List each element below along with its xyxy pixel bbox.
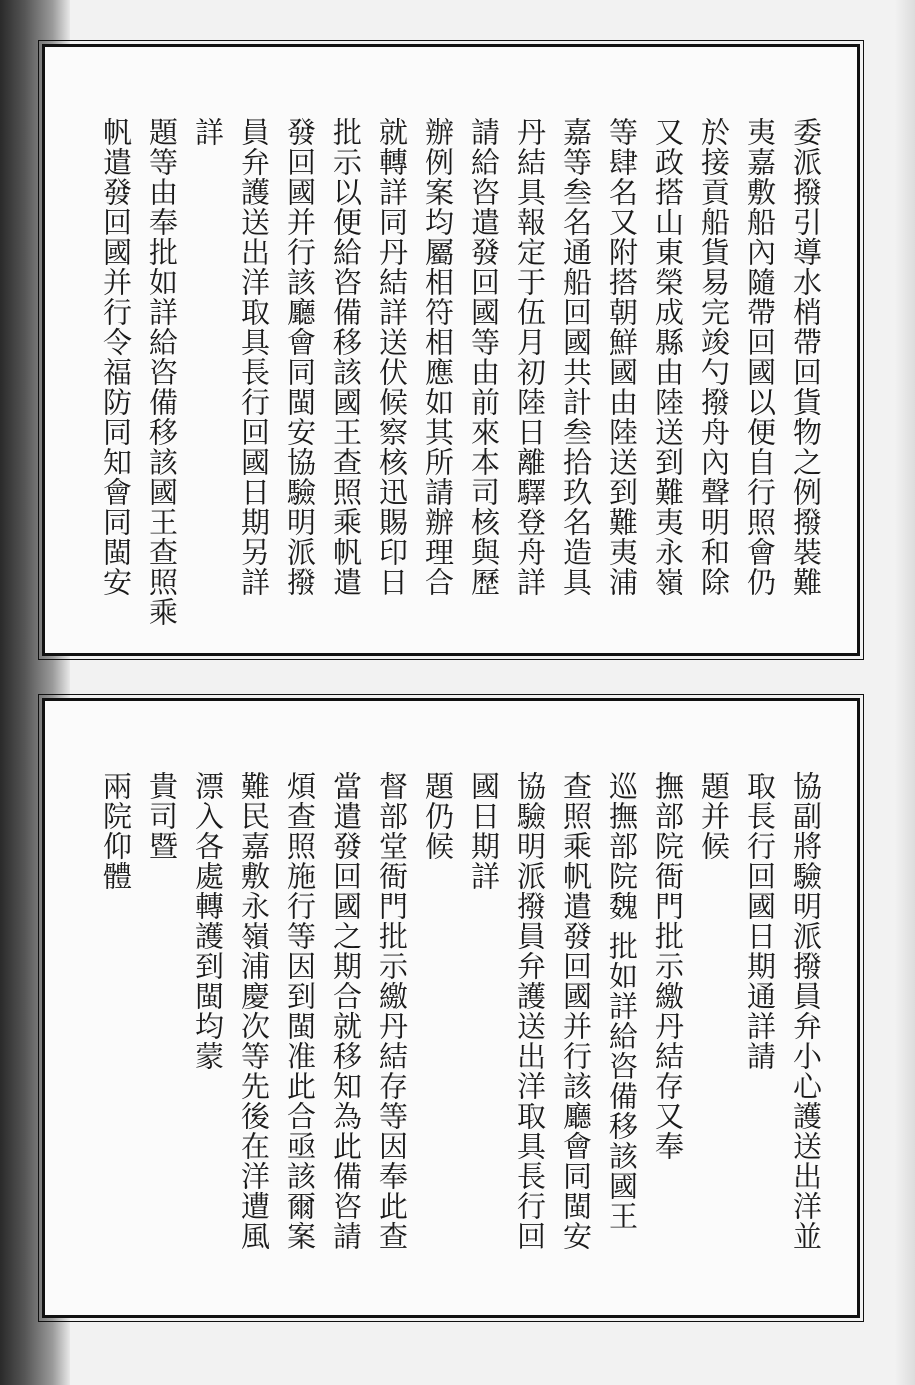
text-column: 員弁護送出洋取具長行回國日期另詳 [237,117,271,597]
text-column: 題并候 [697,771,731,861]
lower-text-columns [75,771,827,1291]
text-column: 難民嘉敷永嶺浦慶次等先後在洋遭風 [237,771,271,1251]
text-column: 於接貢船貨易完竣勺撥舟內聲明和除 [697,117,731,597]
upper-manuscript-page [42,44,860,656]
text-column: 協驗明派撥員弁護送出洋取具長行回 [513,771,547,1251]
text-column: 當遣發回國之期合就移知為此備咨請 [329,771,363,1251]
text-column: 取長行回國日期通詳請 [743,771,777,1071]
text-column: 發回國并行該廳會同閩安協驗明派撥 [283,117,317,597]
text-column: 漂入各處轉護到閩均蒙 [191,771,225,1071]
lower-manuscript-page [42,698,860,1318]
text-column: 請給咨遣發回國等由前來本司核與歷 [467,117,501,597]
text-column: 題仍候 [421,771,455,861]
text-column: 就轉詳同丹結詳送伏候察核迅賜印日 [375,117,409,597]
text-column: 督部堂衙門批示繳丹結存等因奉此查 [375,771,409,1251]
text-column: 查照乘帆遣發回國并行該廳會同閩安 [559,771,593,1251]
text-column: 嘉等叁名通船回國共計叁拾玖名造具 [559,117,593,597]
page-edge [895,0,915,1385]
text-column: 國日期詳 [467,771,501,891]
text-column: 又政搭山東榮成縣由陸送到難夷永嶺 [651,117,685,597]
text-column: 辦例案均屬相符相應如其所請辦理合 [421,117,455,597]
text-column: 帆遣發回國并行令福防同知會同閩安 [99,117,133,597]
text-column: 貴司暨 [145,771,179,861]
text-column: 題等由奉批如詳給咨備移該國王查照乘 [145,117,179,627]
text-column: 煩查照施行等因到閩准此合亟該爾案 [283,771,317,1251]
text-column: 丹結具報定于伍月初陸日離驛登舟詳 [513,117,547,597]
upper-text-columns [75,117,827,629]
text-column: 巡撫部院魏 批如詳給咨備移該國王 [605,771,639,1232]
text-column: 兩院仰體 [99,771,133,891]
text-column: 撫部院衙門批示繳丹結存又奉 [651,771,685,1161]
text-column: 委派撥引導水梢帶回貨物之例撥裝難 [789,117,823,597]
text-column: 等肆名又附搭朝鮮國由陸送到難夷浦 [605,117,639,597]
text-column: 批示以便給咨備移該國王查照乘帆遣 [329,117,363,597]
text-column: 協副將驗明派撥員弁小心護送出洋並 [789,771,823,1251]
text-column: 詳 [191,117,225,147]
text-column: 夷嘉敷船內隨帶回國以便自行照會仍 [743,117,777,597]
